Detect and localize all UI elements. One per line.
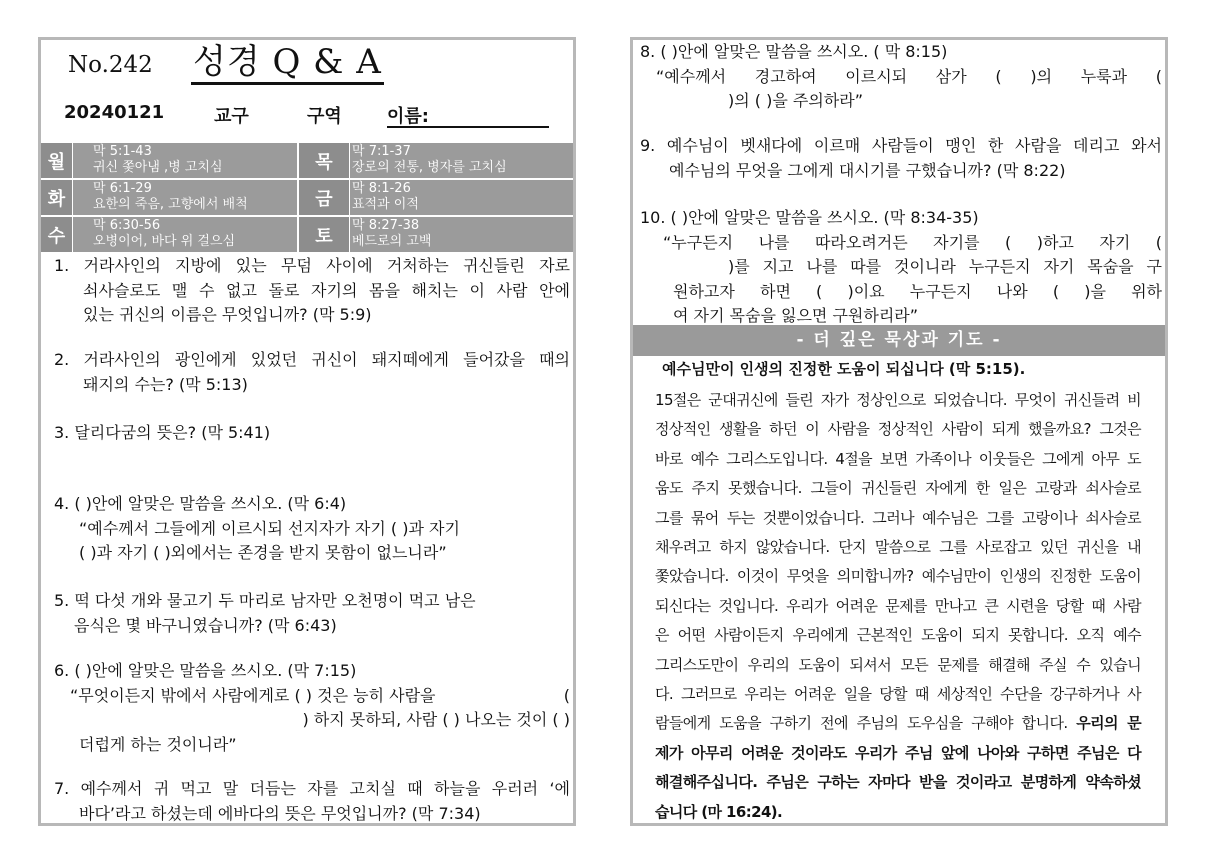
question-line: 3. 달리다굼의 뜻은? (막 5:41) — [54, 423, 271, 442]
question-9 — [640, 134, 1162, 183]
schedule-row — [41, 141, 573, 178]
question-line: 쇠사슬로도 맬 수 없고 돌로 자기의 몸을 해치는 이 사람 안에 — [83, 280, 570, 300]
question-line: 9. 예수님이 벳새다에 이르매 사람들이 맹인 한 사람을 데리고 와서 — [640, 136, 1162, 155]
name-label: 이름: — [387, 106, 429, 127]
question-line: 5. 떡 다섯 개와 물고기 두 마리로 남자만 오천명이 먹고 남은 — [54, 591, 476, 610]
question-line: “예수께서 경고하여 이르시되 삼가 ( )의 누룩과 ( — [656, 66, 1162, 86]
schedule-cell — [72, 180, 297, 215]
schedule-day: 월 — [41, 143, 72, 178]
question-text: “무엇이든지 밖에서 사람에게로 ( ) 것은 능히 사람을 — [70, 685, 436, 705]
schedule-topic: 장로의 전통, 병자를 고치심 — [352, 160, 507, 175]
question-5 — [54, 589, 570, 638]
question-line — [54, 684, 570, 709]
schedule-cell — [349, 180, 573, 215]
schedule-topic: 요한의 죽음, 고향에서 배척 — [93, 197, 248, 212]
question-line: 예수님의 무엇을 그에게 대시기를 구했습니까? (막 8:22) — [669, 160, 1066, 180]
schedule-ref: 막 6:1-29 — [93, 181, 152, 196]
schedule-ref: 막 5:1-43 — [93, 144, 152, 159]
schedule-day: 토 — [297, 217, 349, 252]
schedule-ref: 막 8:27-38 — [352, 218, 420, 233]
meditation-line: 은 어떤 사람이든지 우리에게 근본적인 도움이 되지 못합니다. 오직 예수 — [655, 626, 1141, 645]
parish-label: 교구 — [214, 106, 249, 127]
question-line: 여 자기 목숨을 잃으면 구원하리라” — [673, 306, 919, 325]
question-line: 10. ( )안에 알맞은 말씀을 쓰시오. (막 8:34-35) — [640, 208, 979, 227]
meditation-line — [655, 739, 1141, 768]
question-line: “누구든지 나를 따라오려거든 자기를 ( )하고 자기 ( — [663, 232, 1162, 252]
meditation-emphasis: 습니다 (마 16:24). — [655, 802, 783, 821]
meditation-emphasis: 해결해주십니다. 주님은 구하는 자마다 받을 것이라고 분명하게 약속하셨 — [655, 773, 1141, 792]
schedule-ref: 막 8:1-26 — [352, 181, 411, 196]
meditation-line: 15절은 군대귀신에 들린 자가 정상인으로 되었습니다. 무엇이 귀신들려 비 — [655, 391, 1141, 409]
schedule-day: 수 — [41, 217, 72, 252]
meditation-line: 채우려고 하지 않았습니다. 단지 말씀으로 그를 사로잡고 있던 귀신을 내 — [655, 538, 1141, 557]
question-8 — [640, 40, 1162, 114]
meditation-line: 움도 주지 못했습니다. 그들이 귀신들린 자에게 한 일은 고랑과 쇠사슬로 — [655, 479, 1141, 498]
question-line: 돼지의 수는? (막 5:13) — [83, 374, 248, 394]
schedule-topic: 귀신 쫓아냄 ,병 고치심 — [93, 160, 223, 175]
question-2 — [54, 348, 570, 397]
question-text: ( — [563, 685, 570, 705]
question-line: “예수께서 그들에게 이르시되 선지자가 자기 ( )과 자기 — [79, 518, 460, 538]
schedule-day: 금 — [297, 180, 349, 215]
schedule-topic: 오병이어, 바다 위 걸으심 — [93, 234, 236, 249]
schedule-day: 화 — [41, 180, 72, 215]
schedule-row — [41, 215, 573, 252]
schedule-topic: 표적과 이적 — [352, 197, 419, 212]
question-line: 8. ( )안에 알맞은 말씀을 쓰시오. ( 막 8:15) — [640, 42, 948, 61]
schedule-cell — [72, 217, 297, 252]
question-line: 2. 거라사인의 광인에게 있었던 귀신이 돼지떼에게 들어갔을 때의 — [54, 350, 570, 369]
question-line: ( )과 자기 ( )외에서는 존경을 받지 못함이 없느니라” — [79, 543, 447, 562]
issue-number: No.242 — [68, 52, 153, 78]
question-line: ) 하지 못하되, 사람 ( ) 나오는 것이 ( ) — [302, 710, 570, 729]
page-title: 성경 Q & A — [191, 42, 384, 85]
meditation-line: 정상적인 생활을 하던 이 사람을 정상적인 사람이 되게 했을까요? 그것은 — [655, 420, 1141, 439]
question-line: 바다’라고 하셨는데 에바다의 뜻은 무엇입니까? (막 7:34) — [79, 803, 481, 823]
question-line: )의 ( )을 주의하라” — [728, 91, 864, 110]
meditation-banner: - 더 깊은 묵상과 기도 - — [633, 325, 1165, 356]
question-line: 원하고자 하면 ( )이요 누구든지 나와 ( )을 위하 — [673, 281, 1162, 301]
schedule-day: 목 — [297, 143, 349, 178]
schedule-cell — [349, 143, 573, 178]
right-page — [630, 37, 1168, 826]
meditation-emphasis: 제가 아무리 어려운 것이라도 우리가 주님 앞에 나아와 구하면 주님은 다 — [655, 743, 1141, 762]
schedule-topic: 베드로의 고백 — [352, 234, 432, 249]
schedule-cell — [349, 217, 573, 252]
question-6 — [54, 659, 570, 757]
meditation-line: 바로 예수 그리스도입니다. 4절을 보면 가족이나 이웃들은 그에게 아무 도 — [655, 449, 1141, 468]
question-7 — [54, 777, 570, 826]
question-1 — [54, 254, 570, 328]
meditation-line — [655, 709, 1141, 738]
meditation-emphasis: 우리의 문 — [1076, 714, 1141, 733]
question-line: 1. 거라사인의 지방에 있는 무덤 사이에 거처하는 귀신들린 자로 — [54, 256, 570, 275]
meditation-line: 다. 그러므로 우리는 어려운 일을 당할 때 세상적인 수단을 강구하거나 사 — [655, 685, 1141, 704]
name-blank-line[interactable] — [387, 126, 549, 128]
meditation-title: 예수님만이 인생의 진정한 도움이 되십니다 (막 5:15). — [662, 360, 1026, 378]
schedule-row — [41, 178, 573, 215]
schedule-ref: 막 7:1-37 — [352, 144, 411, 159]
reading-schedule-table — [41, 141, 573, 252]
question-line: 음식은 몇 바구니였습니까? (막 6:43) — [74, 615, 337, 635]
district-label: 구역 — [307, 106, 342, 127]
question-3 — [54, 421, 570, 446]
question-line: 4. ( )안에 알맞은 말씀을 쓰시오. (막 6:4) — [54, 494, 347, 513]
meditation-line — [655, 798, 1141, 826]
meditation-line: 쫓았습니다. 이것이 무엇을 의미합니까? 예수님만이 인생의 진정한 도움이 — [655, 567, 1141, 586]
meditation-text: 람들에게 도움을 구하기 전에 주님의 도우심을 구해야 합니다. — [655, 714, 1068, 733]
question-line: 더럽게 하는 것이니라” — [79, 734, 237, 754]
question-line: 6. ( )안에 알맞은 말씀을 쓰시오. (막 7:15) — [54, 661, 357, 680]
schedule-ref: 막 6:30-56 — [93, 218, 161, 233]
question-4 — [54, 492, 570, 566]
question-line: 있는 귀신의 이름은 무엇입니까? (막 5:9) — [83, 305, 372, 324]
left-page — [38, 37, 576, 826]
question-10 — [640, 206, 1162, 329]
meditation-line: 그를 묶어 두는 것뿐이었습니다. 그러나 예수님은 그를 고랑이나 쇠사슬로 — [655, 508, 1141, 527]
meditation-body — [655, 386, 1141, 826]
question-line: )를 지고 나를 따를 것이니라 누구든지 자기 목숨을 구 — [728, 257, 1162, 276]
meditation-line — [655, 768, 1141, 797]
meditation-line: 그리스도만이 우리의 도움이 되셔서 모든 문제를 해결해 주실 수 있습니 — [655, 655, 1141, 674]
question-line: 7. 예수께서 귀 먹고 말 더듬는 자를 고치실 때 하늘을 우러러 ‘에 — [54, 779, 570, 798]
meditation-line: 되신다는 것입니다. 우리가 어려운 문제를 만나고 큰 시련을 당할 때 사람 — [655, 596, 1141, 615]
schedule-cell — [72, 143, 297, 178]
issue-date: 20240121 — [64, 102, 165, 123]
